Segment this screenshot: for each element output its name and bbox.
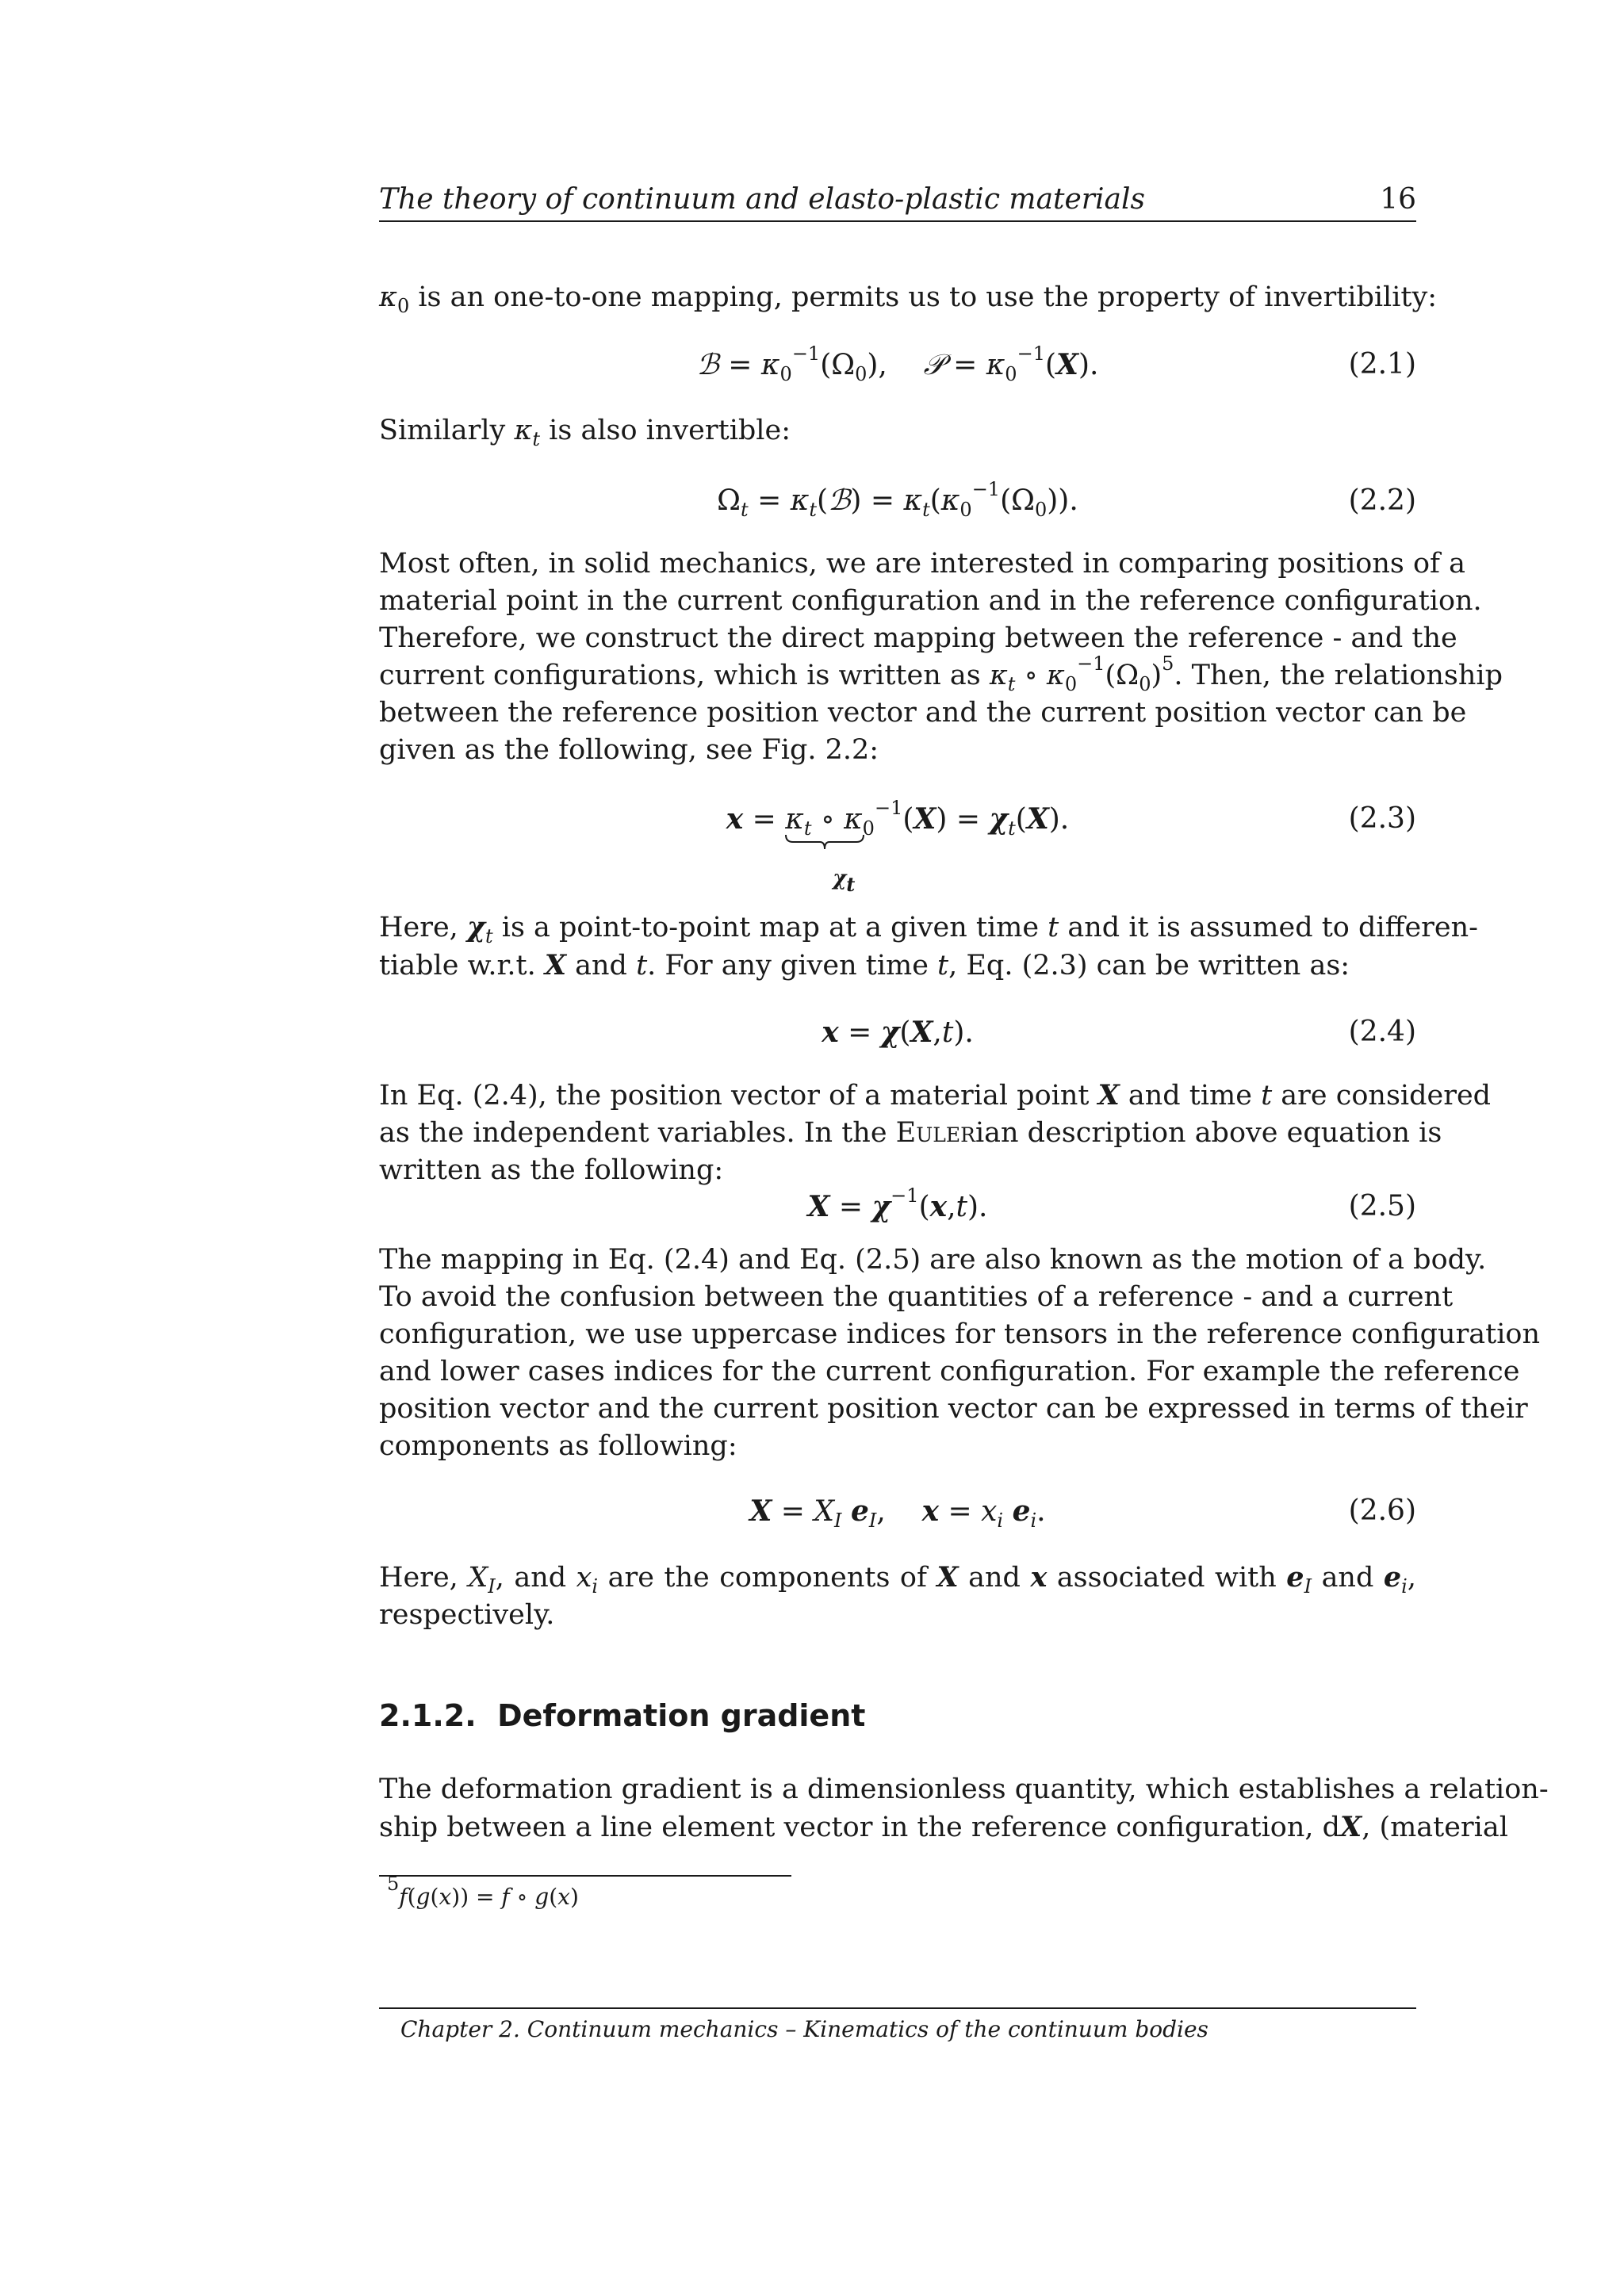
- footnote-mark: 5: [387, 1873, 400, 1895]
- paragraph-line: components as following:: [379, 1430, 737, 1462]
- running-footer: Chapter 2. Continuum mechanics – Kinematics of the continuum bodies: [400, 2016, 1208, 2042]
- paragraph-7: [379, 1559, 1416, 1634]
- paragraph-line: between the reference position vector and the current position vector can be: [379, 697, 1467, 729]
- paragraph-line: given as the following, see Fig. 2.2:: [379, 734, 879, 766]
- paragraph-line: Most often, in solid mechanics, we are interested in comparing positions of a: [379, 548, 1465, 580]
- paragraph-line: $\kappa_0$ is an one-to-one mapping, permits us to use the property of invertibility:: [379, 281, 1438, 317]
- paragraph-line: written as the following:: [379, 1154, 724, 1186]
- section-heading: [379, 1697, 865, 1735]
- equation-2-6: [379, 1489, 1416, 1533]
- paragraph-6: [379, 1242, 1541, 1465]
- equation-2-3: [379, 797, 1416, 896]
- paragraph-line: position vector and the current position vector can be expressed in terms of their: [379, 1393, 1528, 1425]
- paragraph-line: tiable w.r.t. X and t. For any given time t, Eq. (2.3) can be written as:: [379, 949, 1350, 982]
- paragraph-line: material point in the current configuration and in the reference configuration.: [379, 585, 1482, 617]
- header-rule: [379, 220, 1416, 222]
- paragraph-5: [379, 1077, 1492, 1189]
- paragraph-8: [379, 1771, 1549, 1846]
- equation-2-1: [379, 342, 1416, 387]
- equation-number: (2.6): [1348, 1494, 1416, 1527]
- equation-body: $x = \kappa_t$ ∘ $\kappa_0^{-1}$ $\chi_t$ $(X) = \chi_t(X)$.: [379, 797, 1416, 842]
- paragraph-3: [379, 545, 1503, 769]
- paragraph-1: [379, 279, 1438, 317]
- paragraph-line: In Eq. (2.4), the position vector of a material point X and time t are considered: [379, 1079, 1492, 1112]
- equation-number: (2.1): [1348, 348, 1416, 381]
- equation-body: x = χ(X,t).: [822, 1016, 974, 1049]
- equation-body: ℬ = $\kappa_0^{-1}(\Omega_0)$, 𝒫 = $\kappa_0^{-1}(X)$.: [696, 342, 1099, 385]
- equation-number: (2.3): [1348, 802, 1416, 835]
- paragraph-line: and lower cases indices for the current configuration. For example the reference: [379, 1356, 1520, 1387]
- header-title: The theory of continuum and elasto-plastic materials: [379, 183, 1145, 216]
- underbrace-label: $\chi_t$: [833, 867, 856, 896]
- footnote-rule: [379, 1875, 791, 1877]
- equation-number: (2.4): [1348, 1016, 1416, 1048]
- running-header: [379, 182, 1416, 220]
- equation-2-5: [379, 1184, 1416, 1229]
- section-title: Deformation gradient: [497, 1698, 866, 1733]
- equation-number: (2.5): [1348, 1190, 1416, 1223]
- paragraph-2: [379, 412, 1416, 450]
- paragraph-line: respectively.: [379, 1599, 555, 1631]
- paragraph-line: Here, $X_I$, and $x_i$ are the components of X and x associated with $e_I$ and $e_i$,: [379, 1561, 1416, 1598]
- paragraph-line: ship between a line element vector in the reference configuration, dX, (material: [379, 1811, 1508, 1843]
- paragraph-line: as the independent variables. In the Eulerian description above equation is: [379, 1117, 1442, 1149]
- paragraph-line: configuration, we use uppercase indices for tensors in the reference configuration: [379, 1318, 1541, 1350]
- equation-body: $X = \chi^{-1}(x,t)$.: [807, 1184, 988, 1223]
- footnote: $^5$f(g(x)) = f ∘ g(x): [387, 1873, 579, 1910]
- underbrace-group: $\kappa_t$ ∘ $\kappa_0^{-1}$ $\chi_t$: [785, 798, 902, 842]
- section-number: 2.1.2.: [379, 1698, 477, 1733]
- paragraph-line: To avoid the confusion between the quantities of a reference - and a current: [379, 1281, 1454, 1313]
- paragraph-line: The deformation gradient is a dimensionless quantity, which establishes a relation-: [379, 1774, 1549, 1805]
- page-number: 16: [1380, 183, 1416, 216]
- equation-2-4: [379, 1010, 1416, 1054]
- equation-body: $\Omega_t$ = $\kappa_t(ℬ) = \kappa_t(\kappa_0^{-1}(\Omega_0))$.: [717, 478, 1078, 521]
- paragraph-4: [379, 909, 1478, 985]
- equation-number: (2.2): [1348, 484, 1416, 517]
- footer-rule: [379, 2007, 1416, 2009]
- underbrace-icon: [785, 834, 864, 850]
- paragraph-line: current configurations, which is written as $\kappa_t$ ∘ $\kappa_0^{-1}(\Omega_0)^5$. Then, the relationship: [379, 652, 1503, 695]
- paragraph-line: The mapping in Eq. (2.4) and Eq. (2.5) are also known as the motion of a body.: [379, 1244, 1487, 1276]
- equation-2-2: [379, 479, 1416, 523]
- equation-body: $X = X_I$ $e_I$, $x = x_i$ $e_i$.: [749, 1494, 1046, 1532]
- paragraph-line: Similarly $\kappa_t$ is also invertible:: [379, 415, 791, 450]
- paragraph-line: Therefore, we construct the direct mapping between the reference - and the: [379, 622, 1457, 654]
- paragraph-line: Here, $\chi_t$ is a point-to-point map at a given time t and it is assumed to differen-: [379, 911, 1478, 947]
